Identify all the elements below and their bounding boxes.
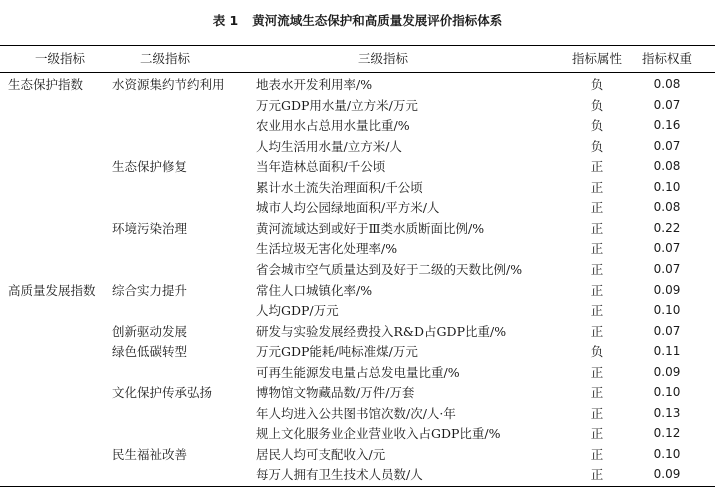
cell-level2: 创新驱动发展 [112, 323, 188, 339]
cell-level3: 当年造林总面积/千公顷 [256, 159, 386, 175]
cell-level2: 生态保护修复 [112, 159, 188, 175]
header-level1: 一级指标 [34, 51, 85, 66]
cell-level3: 年人均进入公共图书馆次数/次/人·年 [256, 405, 456, 421]
cell-level3: 居民人均可支配收入/元 [256, 446, 386, 462]
cell-level3: 生活垃圾无害化处理率/% [256, 241, 398, 257]
header-rule [0, 72, 715, 73]
cell-level3: 黄河流域达到或好于Ⅲ类水质断面比例/% [256, 220, 485, 236]
cell-attribute: 正 [590, 385, 604, 401]
cell-attribute: 正 [590, 282, 604, 298]
cell-weight: 0.08 [653, 200, 681, 215]
cell-weight: 0.07 [653, 323, 681, 338]
cell-level1: 高质量发展指数 [8, 282, 96, 298]
cell-attribute: 正 [590, 303, 604, 319]
cell-weight: 0.10 [653, 385, 681, 400]
cell-level3: 人均GDP/万元 [256, 303, 339, 319]
cell-attribute: 正 [590, 241, 604, 257]
cell-attribute: 负 [590, 118, 604, 134]
cell-level3: 城市人均公园绿地面积/平方米/人 [256, 200, 440, 216]
cell-level3: 常住人口城镇化率/% [256, 282, 373, 298]
cell-attribute: 负 [590, 77, 604, 92]
table-caption [0, 10, 715, 32]
table-title: 黄河流域生态保护和高质量发展评价指标体系 [252, 13, 503, 28]
cell-level3: 人均生活用水量/立方米/人 [256, 138, 402, 154]
cell-level3: 万元GDP能耗/吨标准煤/万元 [256, 344, 418, 360]
cell-level1: 生态保护指数 [8, 77, 84, 92]
cell-weight: 0.09 [653, 364, 681, 379]
cell-level2: 综合实力提升 [112, 282, 188, 298]
cell-level3: 每万人拥有卫生技术人员数/人 [256, 467, 423, 483]
cell-level2: 民生福祉改善 [112, 446, 188, 462]
cell-attribute: 负 [590, 97, 604, 113]
cell-attribute: 负 [590, 138, 604, 154]
cell-weight: 0.09 [653, 467, 681, 482]
header-level2: 二级指标 [140, 51, 191, 66]
table-number: 表 1 [212, 13, 239, 28]
cell-weight: 0.10 [653, 446, 681, 461]
cell-level2: 水资源集约节约利用 [112, 77, 225, 92]
cell-attribute: 正 [590, 159, 604, 175]
cell-weight: 0.07 [653, 97, 681, 112]
cell-level2: 文化保护传承弘扬 [112, 385, 213, 401]
cell-weight: 0.07 [653, 262, 681, 276]
cell-attribute: 正 [590, 405, 604, 421]
header-level3: 三级指标 [358, 51, 409, 66]
cell-weight: 0.08 [653, 159, 681, 174]
cell-weight: 0.22 [653, 220, 681, 235]
cell-attribute: 正 [590, 179, 604, 195]
cell-level3: 累计水土流失治理面积/千公顷 [256, 179, 423, 195]
cell-level3: 博物馆文物藏品数/万件/万套 [256, 385, 415, 401]
header-weight: 指标权重 [641, 51, 692, 66]
cell-level3: 农业用水占总用水量比重/% [256, 118, 410, 134]
cell-weight: 0.10 [653, 303, 681, 318]
cell-weight: 0.07 [653, 241, 681, 256]
header-attribute: 指标属性 [571, 51, 622, 66]
bottom-rule [0, 486, 715, 487]
cell-weight: 0.08 [653, 77, 681, 91]
cell-attribute: 正 [590, 446, 604, 462]
cell-level2: 绿色低碳转型 [112, 344, 188, 360]
cell-level3: 规上文化服务业企业营业收入占GDP比重/% [256, 426, 501, 442]
cell-attribute: 正 [590, 364, 604, 380]
cell-attribute: 正 [590, 323, 604, 339]
cell-level3: 可再生能源发电量占总发电量比重/% [256, 364, 460, 380]
cell-weight: 0.13 [653, 405, 681, 420]
cell-attribute: 正 [590, 426, 604, 442]
cell-weight: 0.16 [653, 118, 681, 133]
cell-level3: 省会城市空气质量达到及好于二级的天数比例/% [256, 262, 523, 277]
cell-attribute: 负 [590, 344, 604, 360]
cell-weight: 0.09 [653, 282, 681, 297]
cell-weight: 0.07 [653, 138, 681, 153]
cell-level2: 环境污染治理 [112, 220, 188, 236]
cell-attribute: 正 [590, 262, 604, 277]
cell-attribute: 正 [590, 200, 604, 216]
cell-weight: 0.10 [653, 179, 681, 194]
cell-attribute: 正 [590, 467, 604, 483]
cell-weight: 0.12 [653, 426, 681, 441]
cell-level3: 万元GDP用水量/立方米/万元 [256, 97, 418, 113]
cell-level3: 研发与实验发展经费投入R&D占GDP比重/% [256, 323, 507, 339]
cell-attribute: 正 [590, 220, 604, 236]
cell-level3: 地表水开发利用率/% [256, 77, 373, 92]
cell-weight: 0.11 [653, 344, 681, 359]
